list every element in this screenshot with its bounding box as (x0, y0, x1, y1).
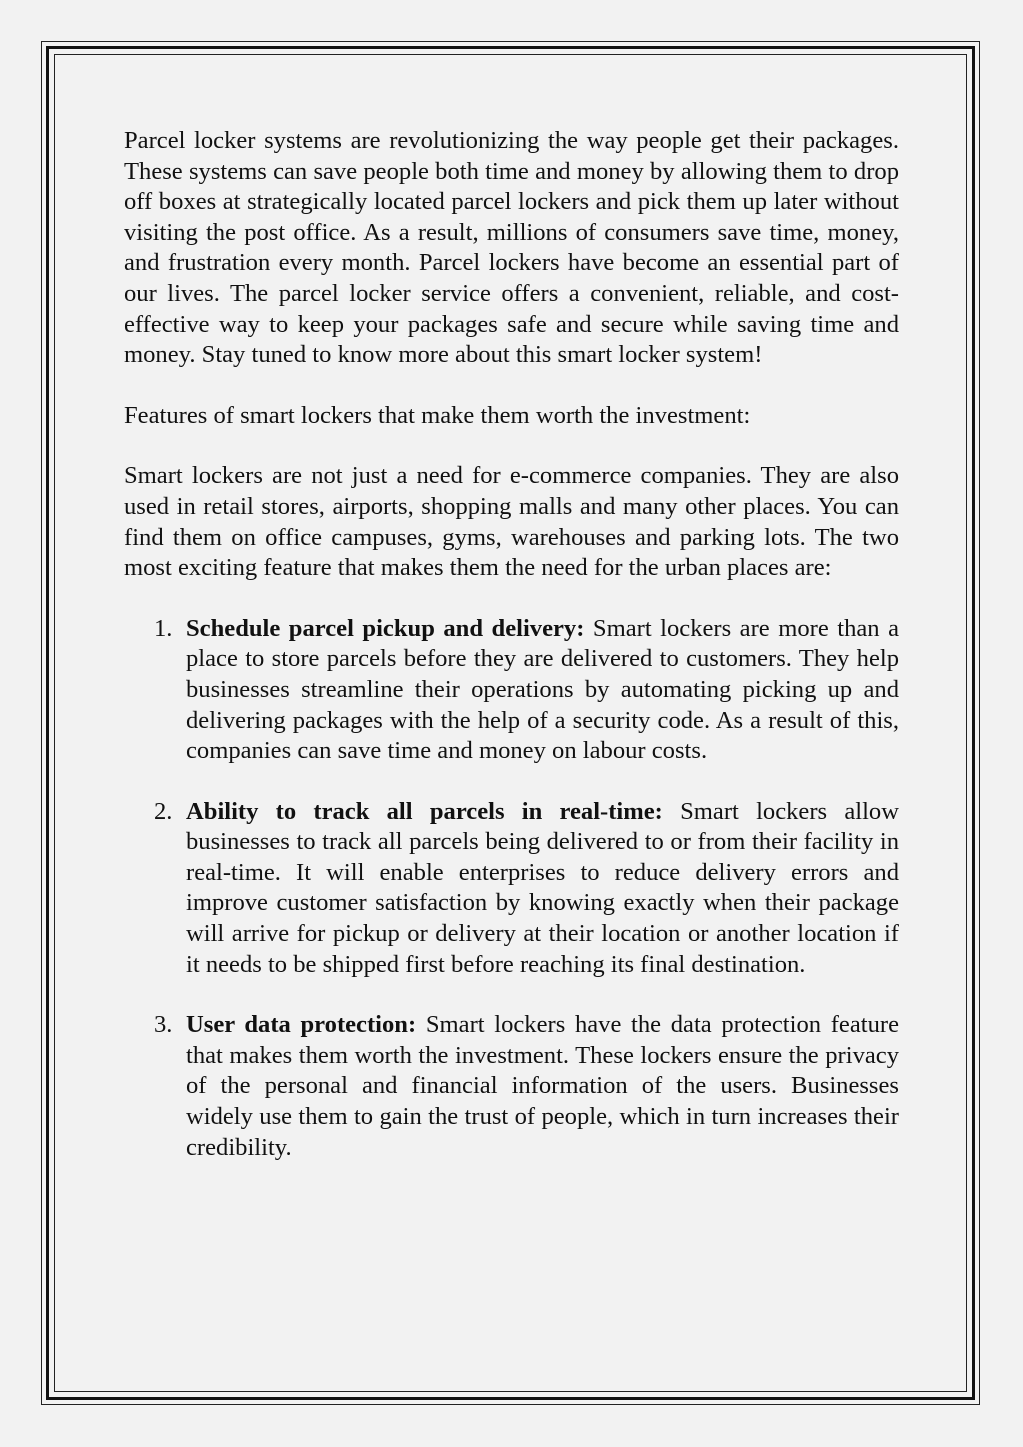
list-item-number: 2. (154, 797, 173, 825)
document-content (124, 126, 899, 1193)
features-intro-paragraph: Smart lockers are not just a need for e-commerce companies. They are also used in retail stores, airports, shopping malls and many other places. You can find them on office campuses, gyms, warehouses and parking lots. The two most exciting feature that makes them the need for the urban places are: (124, 462, 899, 582)
list-item-number: 1. (154, 614, 173, 642)
list-item-text: Smart lockers are more than a place to store parcels before they are delivered to customers. They help businesses streamline their operations by automating picking up and delivering packages with the help of a security code. As a result of this, companies can save time and money on labour costs. (186, 614, 899, 765)
features-list (124, 614, 899, 1164)
features-heading: Features of smart lockers that make them worth the investment: (124, 401, 751, 429)
intro-paragraph: Parcel locker systems are revolutionizing the way people get their packages. These systems can save people both time and money by allowing them to drop off boxes at strategically located parcel lockers and pick them up later without visiting the post office. As a result, millions of consumers save time, money, and frustration every month. Parcel lockers have become an essential part of our lives. The parcel locker service offers a convenient, reliable, and cost-effective way to keep your packages safe and secure while saving time and money. Stay tuned to know more about this smart locker system! (124, 127, 899, 369)
list-item-number: 3. (154, 1011, 173, 1039)
list-item-title: User data protection: (186, 1011, 426, 1039)
list-item-text: Smart lockers allow businesses to track all parcels being delivered to or from their facility in real-time. It will enable enterprises to reduce delivery errors and improve customer satisfaction by knowing exactly when their package will arrive for pickup or delivery at their location or another location if it needs to be shipped first before reaching its final destination. (186, 797, 899, 978)
list-item (124, 1010, 899, 1163)
list-item-title: Schedule parcel pickup and delivery: (186, 614, 593, 642)
list-item (124, 797, 899, 981)
list-item-title: Ability to track all parcels in real-time: (186, 797, 681, 825)
list-item-text: Smart lockers have the data protection feature that makes them worth the investment. These lockers ensure the privacy of the personal and financial information of the users. Businesses widely use them to gain the trust of people, which in turn increases their credibility. (186, 1011, 899, 1161)
list-item (124, 614, 899, 767)
